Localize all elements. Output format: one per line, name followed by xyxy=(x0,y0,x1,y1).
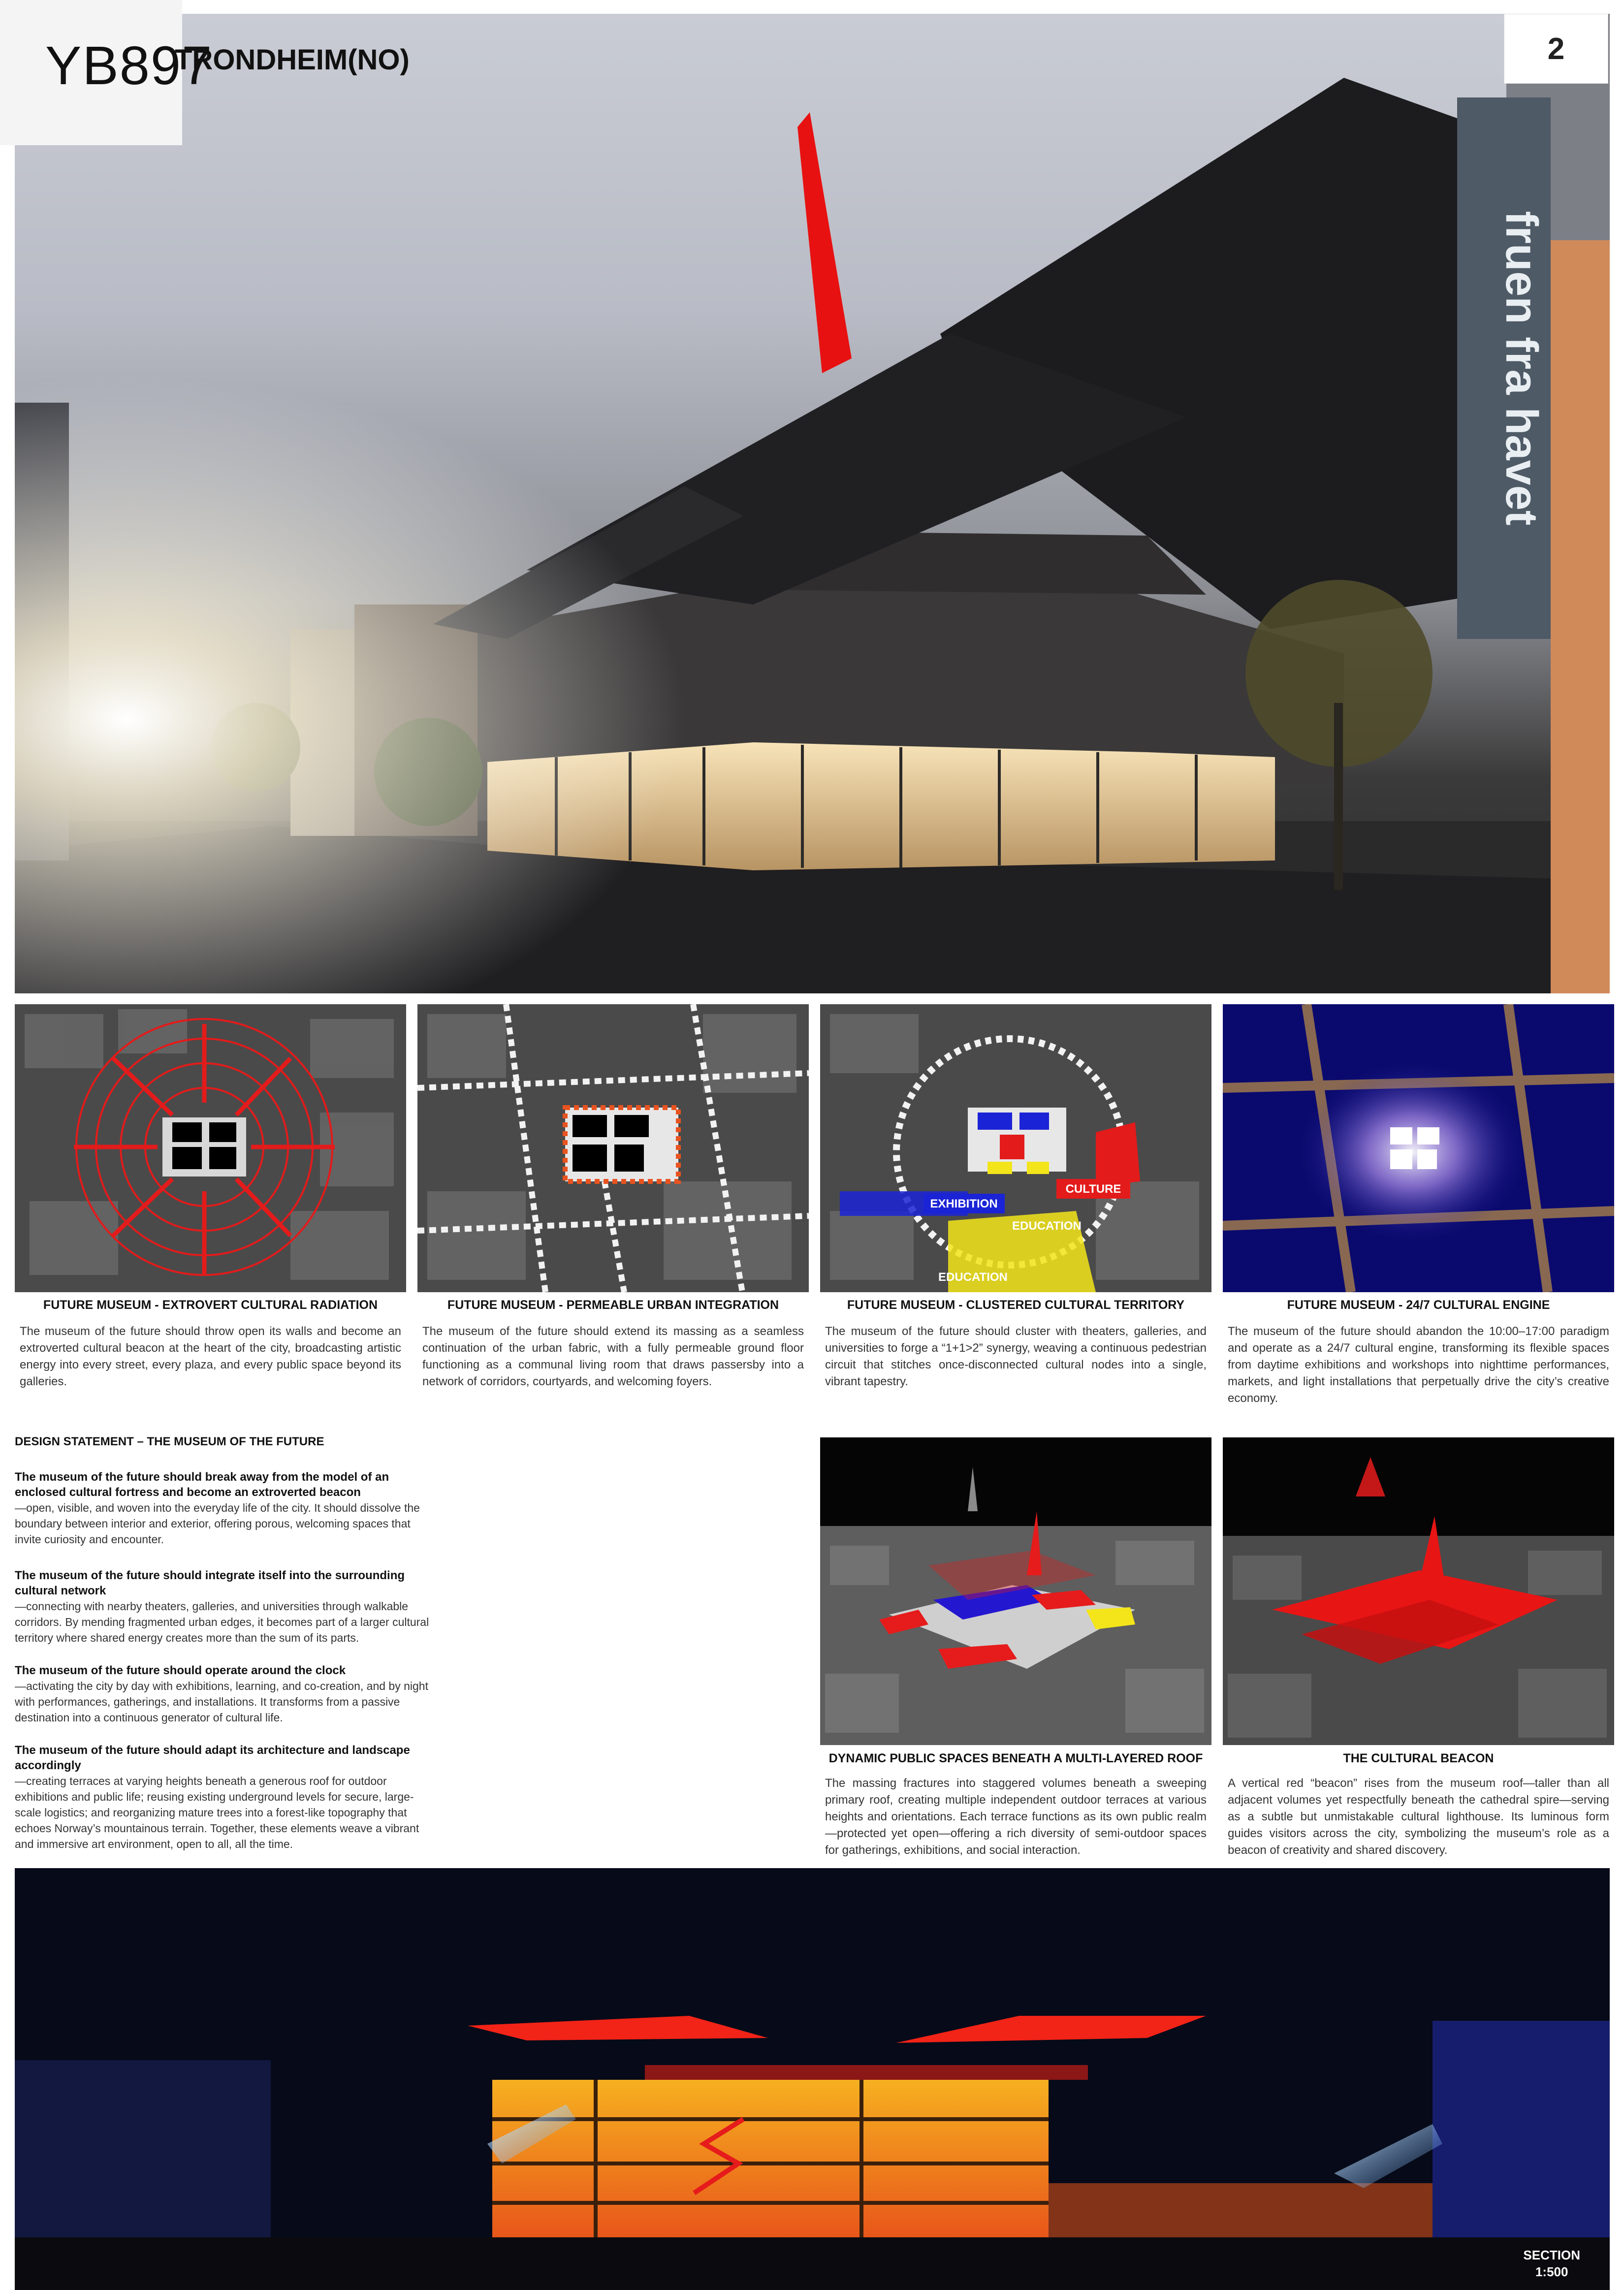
render-multilayered-roof xyxy=(820,1437,1211,1745)
diagram-caption: FUTURE MUSEUM - CLUSTERED CULTURAL TERRITORY xyxy=(847,1298,1185,1312)
statement-body: —activating the city by day with exhibitions, learning, and co-creation, and by night with performances, gatherings, and installations. It transforms from a passive destination into a continuous generator of cultural life. xyxy=(15,1680,428,1724)
statement-heading: The museum of the future should adapt its architecture and landscape accordingly xyxy=(15,1744,410,1772)
render-caption: DYNAMIC PUBLIC SPACES BENEATH A MULTI-LAYERED ROOF xyxy=(828,1751,1203,1765)
statement-title: DESIGN STATEMENT – THE MUSEUM OF THE FUTURE xyxy=(15,1435,324,1448)
section-label xyxy=(1523,2247,1580,2280)
diagram-text: The museum of the future should throw open its walls and become an extroverted cultural beacon at the heart of the city, broadcasting artistic energy into every street, every plaza, and every public space beyond its galleries. xyxy=(20,1325,401,1388)
diagram-caption: FUTURE MUSEUM - EXTROVERT CULTURAL RADIATION xyxy=(43,1298,378,1312)
plaza-glow xyxy=(1049,2183,1433,2237)
diagram-caption: FUTURE MUSEUM - PERMEABLE URBAN INTEGRATION xyxy=(447,1298,779,1312)
statement-item xyxy=(15,1663,438,1725)
diagram-text: The museum of the future should abandon the 10:00–17:00 paradigm and operate as a 24/7 cultural engine, transforming its flexible spaces from daytime exhibitions and workshops into nighttime performances, markets, and light installations that perpetually drive the city’s creative economy. xyxy=(1228,1325,1609,1405)
diagram-text: The museum of the future should cluster with theaters, galleries, and universities to forge a “1+1>2” synergy, weaving a continuous pedestrian circuit that stitches once-disconnected cultural nodes into a single, vibrant tapestry. xyxy=(825,1325,1207,1388)
neighbor-building xyxy=(1433,2021,1610,2237)
statement-body: —connecting with nearby theaters, galleries, and universities through walkable corridors. By mending fragmented urban edges, it becomes part of a larger cultural territory where shared energy creates more than the sum of its parts. xyxy=(15,1600,429,1644)
hero-illustration xyxy=(15,14,1610,993)
label-education: EDUCATION xyxy=(1012,1219,1082,1233)
project-location: TRONDHEIM(NO) xyxy=(175,44,410,76)
night-section xyxy=(15,1868,1610,2290)
diagram-radiation xyxy=(15,1004,406,1292)
diagram-text: The museum of the future should extend its massing as a seamless continuation of the urban fabric, with a fully permeable ground floor functioning as a communal living room that draws passersby into a network of corridors, courtyards, and welcoming foyers. xyxy=(422,1325,804,1388)
diagram-caption: FUTURE MUSEUM - 24/7 CULTURAL ENGINE xyxy=(1287,1298,1550,1312)
render-text: A vertical red “beacon” rises from the museum roof—taller than all adjacent volumes yet respectfully beneath the cathedral spire—serving as a subtle but unmistakable cultural lighthouse. Its luminous form guides visitors across the city, symbolizing the museum’s role as a beacon of creativity and shared discovery. xyxy=(1228,1777,1609,1857)
diagram-clustered xyxy=(820,1004,1211,1292)
project-id: YB897 xyxy=(45,35,213,96)
section-title: SECTION xyxy=(1523,2248,1580,2262)
diagram-permeable xyxy=(417,1004,809,1292)
statement-heading: The museum of the future should integrate itself into the surrounding cultural network xyxy=(15,1569,405,1597)
statement-body: —open, visible, and woven into the everyday life of the city. It should dissolve the boundary between interior and exterior, offering porous, welcoming spaces that invite curiosity and encounter. xyxy=(15,1501,420,1546)
section-scale: 1:500 xyxy=(1535,2264,1568,2279)
statement-item xyxy=(15,1568,438,1646)
label-exhibition: EXHIBITION xyxy=(930,1197,998,1210)
ground-line xyxy=(15,2237,1610,2290)
page-number: 2 xyxy=(1504,14,1608,84)
render-text: The massing fractures into staggered volumes beneath a sweeping primary roof, creating multiple independent outdoor terraces at various heights and orientations. Each terrace functions as its own public realm—protected yet open—offering a rich diversity of semi-outdoor spaces for gatherings, exhibitions, and social interaction. xyxy=(825,1777,1207,1857)
label-culture: CULTURE xyxy=(1065,1182,1121,1196)
statement-item xyxy=(15,1469,438,1547)
culture-zone xyxy=(1096,1122,1140,1186)
historic-building xyxy=(15,2060,271,2237)
label-education: EDUCATION xyxy=(938,1271,1008,1284)
statement-item xyxy=(15,1743,438,1852)
hero-rendering xyxy=(15,14,1610,993)
render-caption: THE CULTURAL BEACON xyxy=(1343,1751,1494,1765)
statement-body: —creating terraces at varying heights beneath a generous roof for outdoor exhibitions and public life; reusing existing underground levels for secure, large-scale logistics; and reorganizing mature trees into a forest-like topography that echoes Norway’s mountainous terrain. Together, these elements weave a vibrant and immersive art environment, open to all, all the time. xyxy=(15,1775,419,1850)
sun-glare xyxy=(15,14,1610,993)
statement-heading: The museum of the future should operate around the clock xyxy=(15,1664,346,1677)
diagram-24-7 xyxy=(1223,1004,1614,1292)
statement-heading: The museum of the future should break away from the model of an enclosed cultural fortress and become an extroverted beacon xyxy=(15,1470,389,1499)
render-cultural-beacon xyxy=(1223,1437,1614,1745)
museum-interior xyxy=(492,2080,1049,2237)
